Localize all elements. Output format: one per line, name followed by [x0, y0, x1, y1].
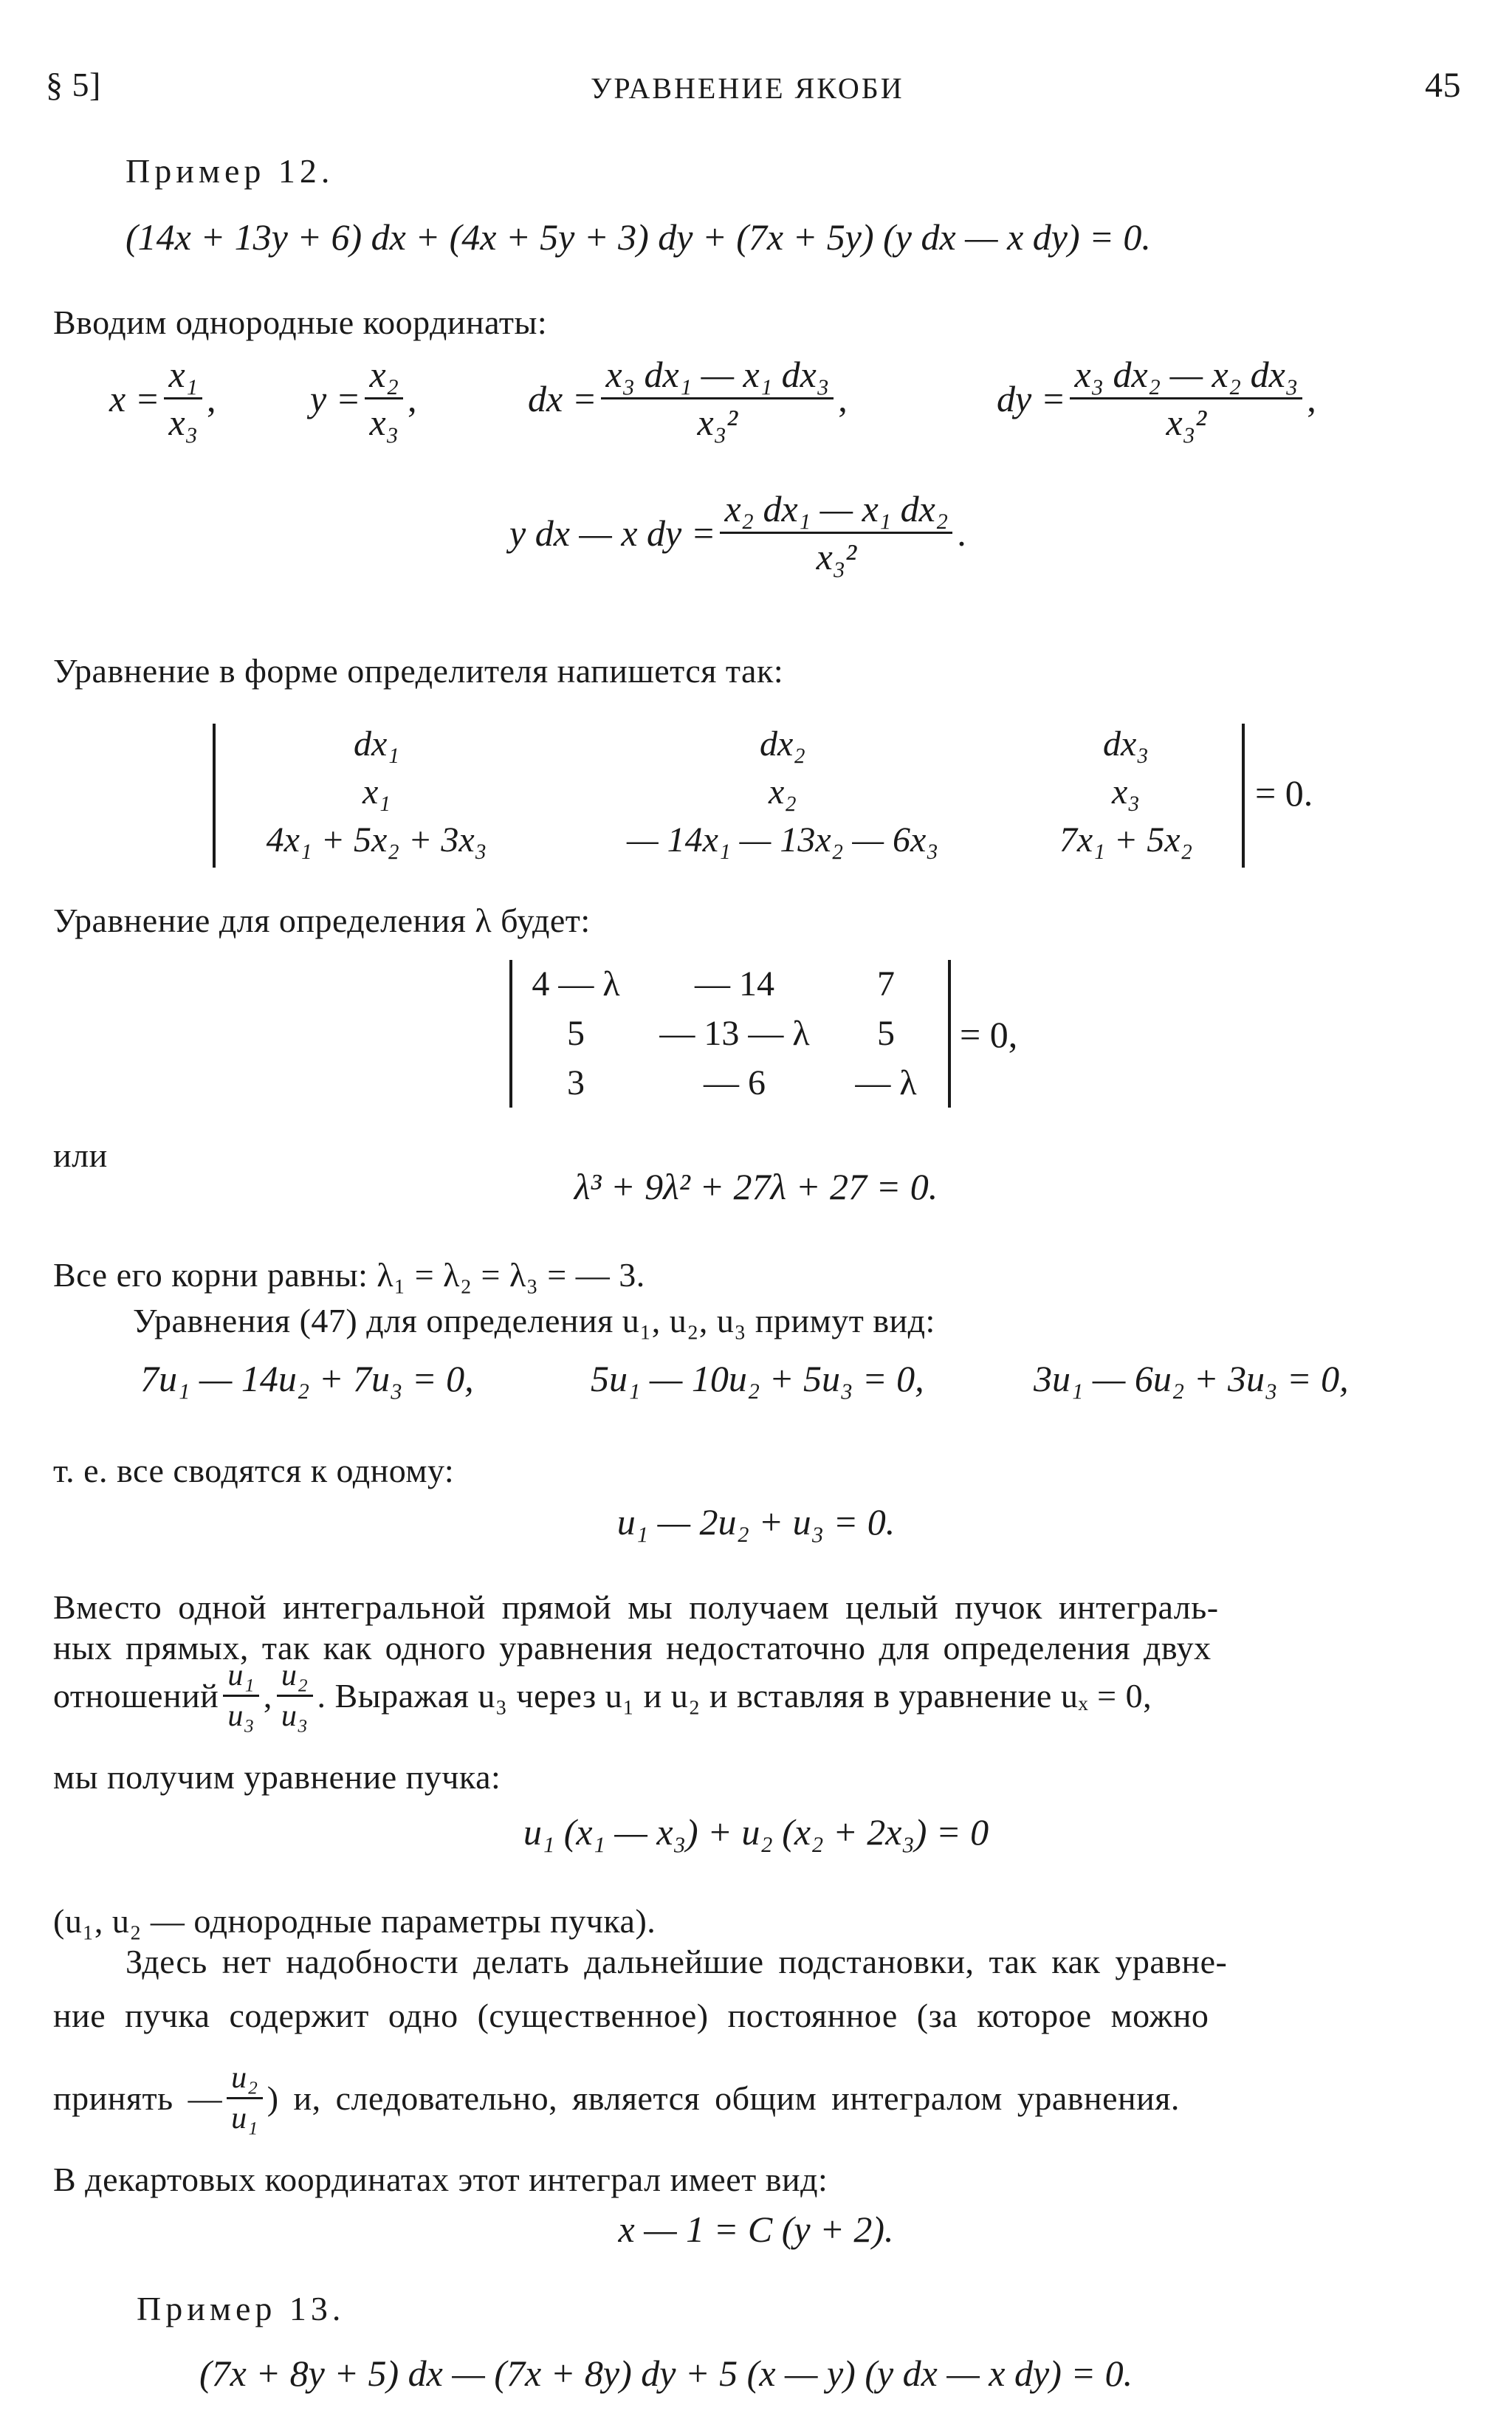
det1-cell: dx₃: [1103, 724, 1149, 764]
example-12-title: Пример 12.: [126, 152, 334, 190]
eq47-1: 7u₁ — 14u₂ + 7u₃ = 0,: [140, 1358, 474, 1399]
eq47-intro: Уравнения (47) для определения u₁, u₂, u₃ примут вид:: [133, 1302, 935, 1339]
det2-cell: — λ: [855, 1063, 917, 1102]
y-definition: y = $\frac{\text{x₂}}{\text{x₃}}$ ,: [310, 354, 417, 443]
det2-rhs: = 0,: [960, 1014, 1018, 1055]
det1-cell: 7x₁ + 5x₂: [1059, 820, 1193, 859]
pencil-equation: u₁ (x₁ — x₃) + u₂ (x₂ + 2x₃) = 0: [523, 1811, 989, 1853]
det2-cell: 4 — λ: [532, 964, 620, 1003]
para2-line1: Здесь нет надобности делать дальнейшие подстановки, так как уравне-: [126, 1943, 1228, 1980]
example-13-title: Пример 13.: [137, 2290, 346, 2327]
para1-line4: мы получим уравнение пучка:: [53, 1758, 501, 1796]
lambda-intro: Уравнение для определения λ будет:: [53, 902, 591, 939]
det2-cell: 5: [567, 1014, 585, 1053]
dx-definition: dx = $\frac{\text{x₃ dx₁ — x₁ dx₃}}{\text{x₃²}}$ ,: [528, 354, 848, 443]
characteristic-equation: λ³ + 9λ² + 27λ + 27 = 0.: [574, 1166, 938, 1207]
section-marker: § 5]: [46, 66, 101, 103]
para1-line1: Вместо одной интегральной прямой мы получаем целый пучок интеграль-: [53, 1588, 1219, 1626]
or-word: или: [53, 1136, 108, 1174]
det1-rhs: = 0.: [1255, 772, 1313, 814]
running-title: УРАВНЕНИЕ ЯКОБИ: [591, 72, 904, 105]
para2-line2: ние пучка содержит одно (существенное) постоянное (за которое можно: [53, 1997, 1209, 2034]
eq47-2: 5u₁ — 10u₂ + 5u₃ = 0,: [591, 1358, 924, 1399]
roots-line: Все его корни равны: λ₁ = λ₂ = λ₃ = — 3.: [53, 1256, 645, 1294]
det1-cell: dx₁: [354, 724, 399, 764]
det1-cell: x₂: [769, 772, 797, 812]
det1-cell: x₃: [1112, 772, 1140, 812]
para2-line3: принять — $\frac{\text{u₂}}{\text{u₁}}$ ) и, следовательно, является общим интегралом уравнения.: [53, 2061, 1180, 2135]
para1-line3: отношений $\frac{\text{u₁}}{\text{u₃}}$ , $\frac{\text{u₂}}{\text{u₃}}$ . Выражая u₃ через u₁ и u₂ и вставляя в уравнение uₓ = 0,: [53, 1658, 1152, 1733]
para1-line2: ных прямых, так как одного уравнения недостаточно для определения двух: [53, 1629, 1212, 1667]
ydx-xdy-definition: y dx — x dy = $\frac{\text{x₂ dx₁ — x₁ dx₂}}{\text{x₃²}}$ .: [509, 488, 966, 577]
det1-cell: dx₂: [760, 724, 805, 764]
det2-cell: 5: [877, 1014, 895, 1053]
x-definition: x = $\frac{\text{x₁}}{\text{x₃}}$ ,: [109, 354, 216, 443]
homogeneous-intro: Вводим однородные координаты:: [53, 303, 548, 341]
determinant-intro: Уравнение в форме определителя напишется так:: [53, 652, 784, 690]
cartesian-integral: x — 1 = C (y + 2).: [618, 2209, 894, 2250]
det1-cell: x₁: [362, 772, 391, 812]
parameters-note: (u₁, u₂ — однородные параметры пучка).: [53, 1902, 656, 1940]
det2-cell: 7: [877, 964, 895, 1003]
para2-line4: В декартовых координатах этот интеграл имеет вид:: [53, 2161, 828, 2198]
reduced-equation: u₁ — 2u₂ + u₃ = 0.: [616, 1501, 896, 1543]
dy-definition: dy = $\frac{\text{x₃ dx₂ — x₂ dx₃}}{\text{x₃²}}$ ,: [997, 354, 1316, 443]
det2-cell: 3: [567, 1063, 585, 1102]
det1-cell: — 14x₁ — 13x₂ — 6x₃: [626, 820, 938, 859]
det1-cell: 4x₁ + 5x₂ + 3x₃: [266, 820, 487, 859]
example-13-equation: (7x + 8y + 5) dx — (7x + 8y) dy + 5 (x — y) (y dx — x dy) = 0.: [199, 2353, 1133, 2394]
reduce-intro: т. е. все сводятся к одному:: [53, 1452, 455, 1489]
eq47-3: 3u₁ — 6u₂ + 3u₃ = 0,: [1034, 1358, 1349, 1399]
det2-cell: — 14: [695, 964, 774, 1003]
det2-cell: — 6: [704, 1063, 766, 1102]
example-12-equation: (14x + 13y + 6) dx + (4x + 5y + 3) dy + (7x + 5y) (y dx — x dy) = 0.: [126, 216, 1151, 258]
det2-cell: — 13 — λ: [659, 1014, 810, 1053]
page-number: 45: [1425, 66, 1461, 105]
